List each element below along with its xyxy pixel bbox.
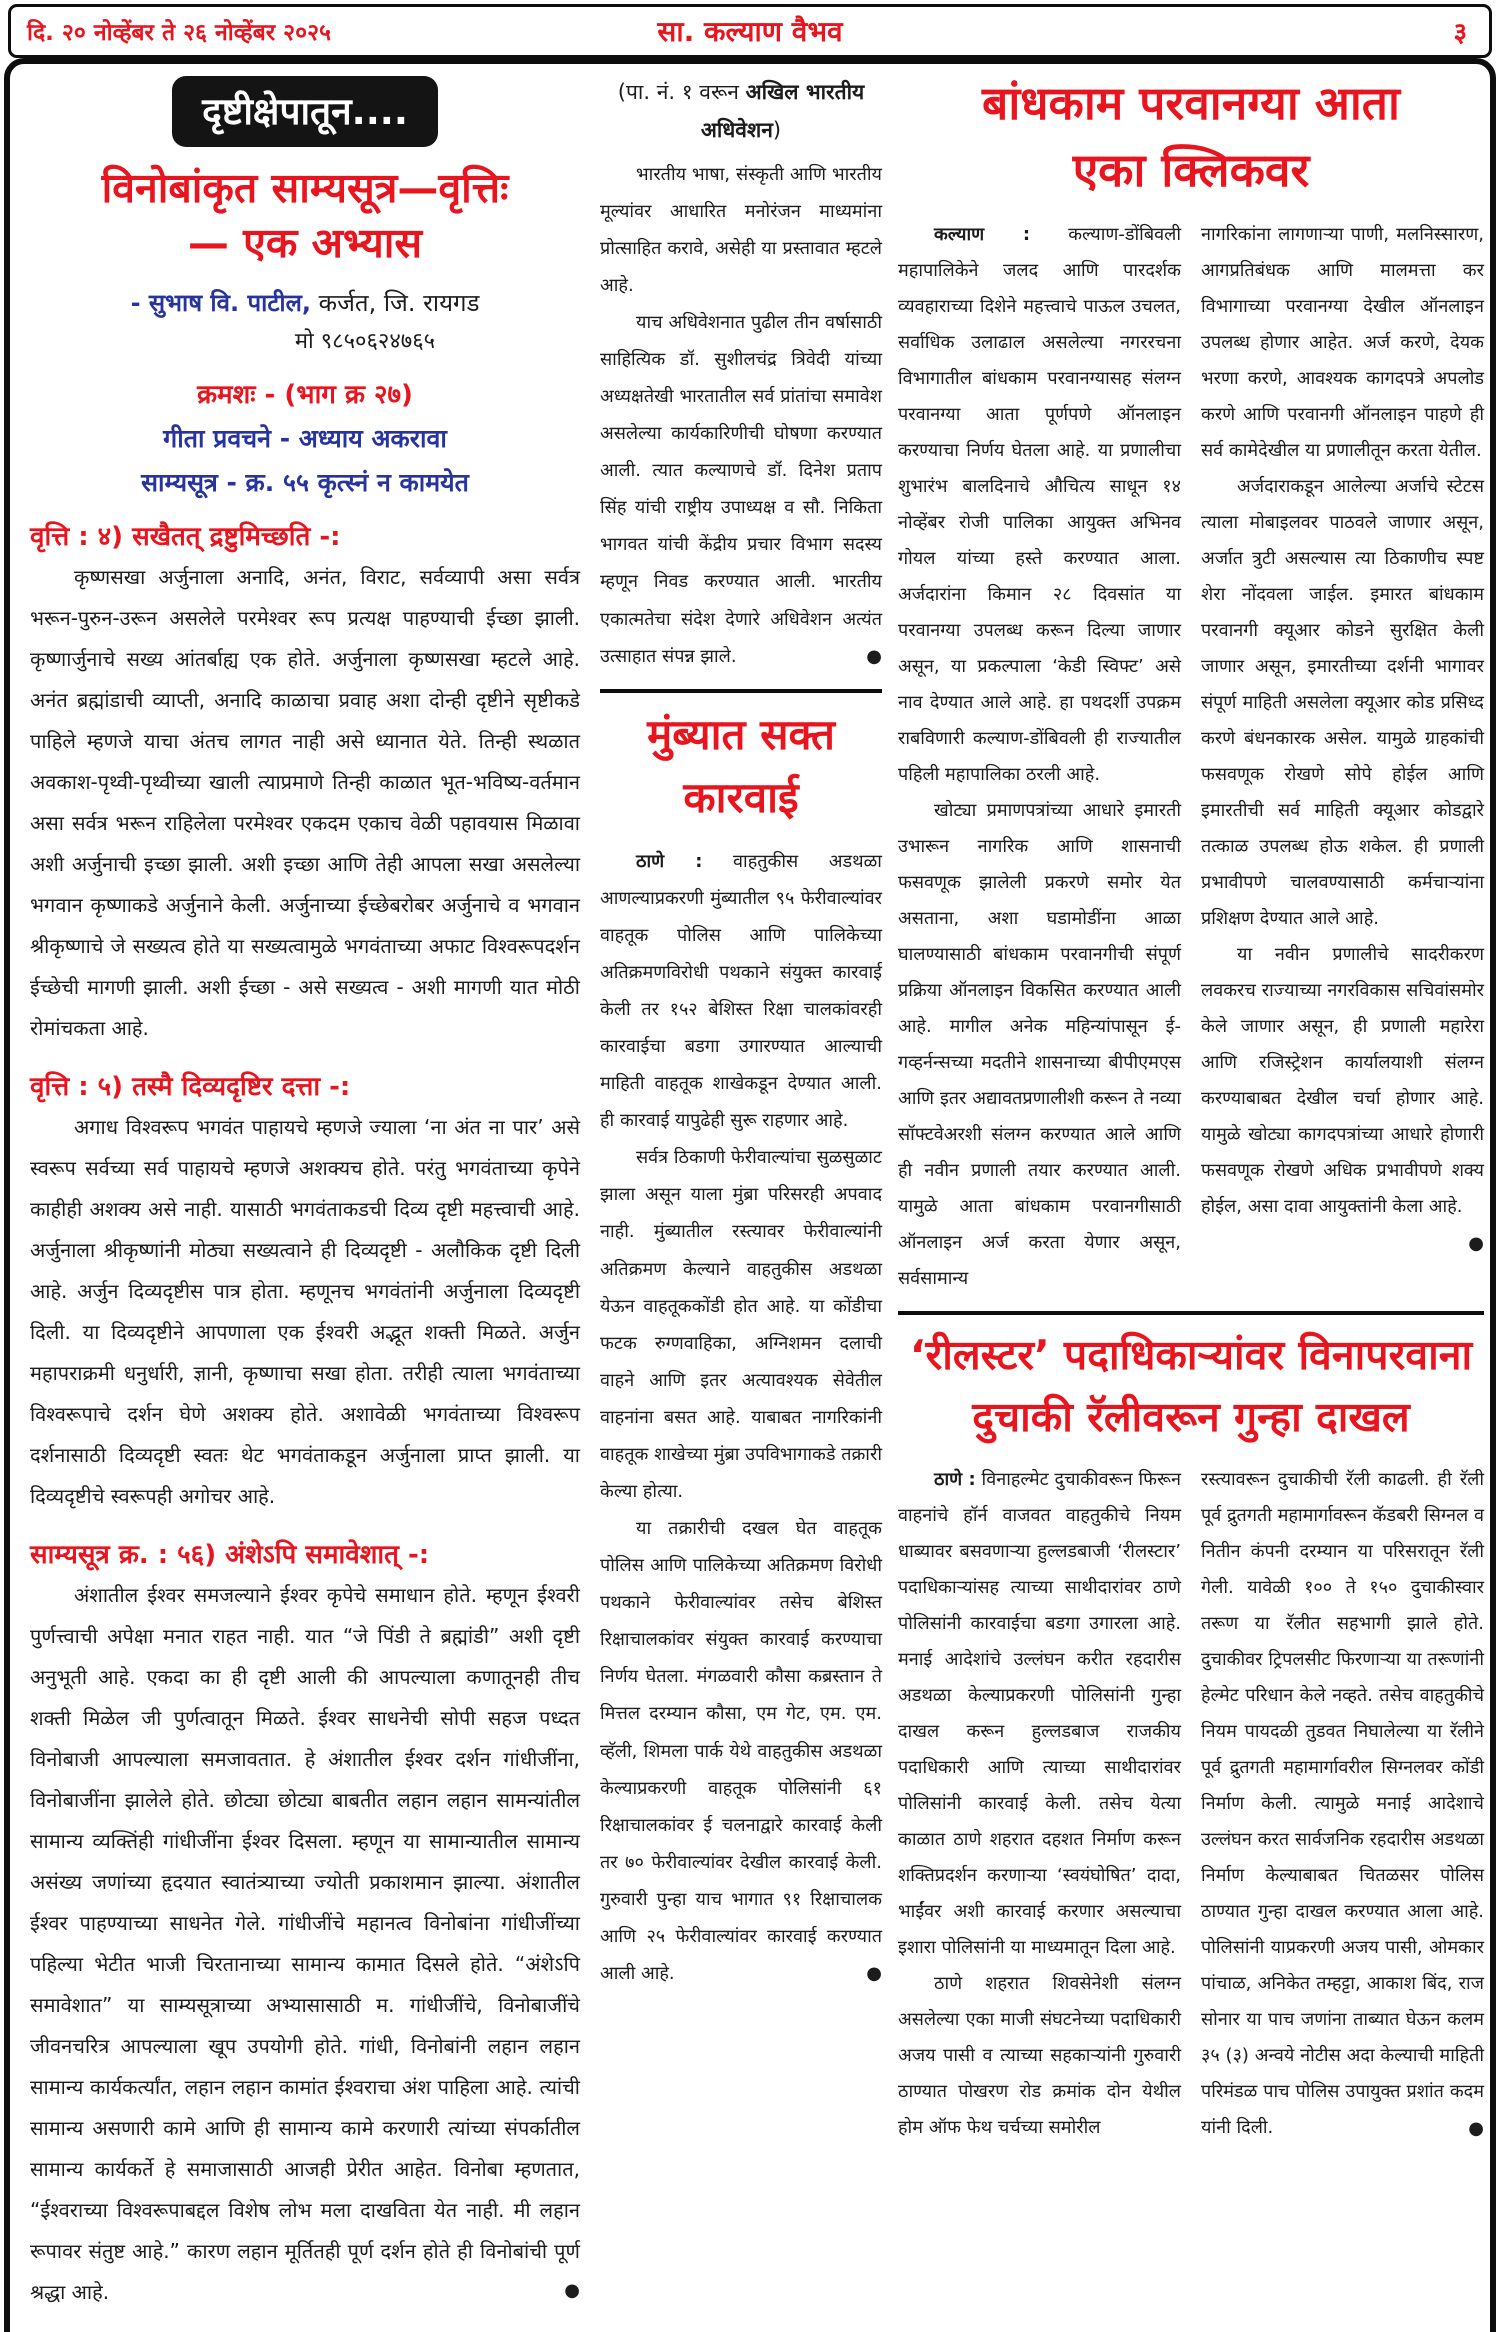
continuation-prefix: (पा. नं. १ वरून (617, 80, 746, 104)
section-divider-rule (600, 689, 882, 693)
continuation-story-title: अखिल भारतीय अधिवेशन (700, 80, 865, 142)
permits-paragraph-a2: खोट्या प्रमाणपत्रांच्या आधारे इमारती उभारून नागरिक आणि शासनाची फसवणूक झालेली प्रकरणे समोर येत असताना, अशा घडामोडींना आळा घालण्यासाठी बांधकाम परवानगीची संपूर्ण प्रक्रिया ऑनलाइन विकसित करण्यात आली आहे. मागील अनेक महिन्यांपासून ई-गव्हर्नन्सच्या मदतीने शासनाच्या बीपीएमएस आणि इतर अद्यावतप्रणालीशी करून ते नव्या सॉफ्टवेअरशी संलग्न करण्यात आले आणि ही नवीन प्रणाली तयार करण्यात आली. यामुळे आता बांधकाम परवानगीसाठी ऑनलाइन अर्ज करता येणार असून, सर्वसामान्य (898, 800, 1181, 1290)
feature-section-heading-3: साम्यसूत्र क्र. : ५६) अंशेऽपि समावेशात् -: (30, 1539, 430, 1570)
continuation-paragraph-1: भारतीय भाषा, संस्कृती आणि भारतीय मूल्यांवर आधारित मनोरंजन माध्यमांना प्रोत्साहित करावे, असेही या प्रस्तावात म्हटले आहे. (600, 163, 882, 296)
feature-title-line2: — एक अभ्यास (187, 219, 423, 268)
permits-paragraph-a1-text: कल्याण-डोंबिवली महापालिकेने जलद आणि पारदर्शक व्यवहाराच्या दिशेने महत्त्वाचे पाऊल उचलत, सर्वाधिक उलाढाल असलेल्या नगररचना विभागातील बांधकाम परवानग्यासह संलग्न परवानग्या आता पूर्णपणे ऑनलाइन करण्याचा निर्णय घेतला आहे. या प्रणालीचा शुभारंभ बालदिनाचे औचित्य साधून १४ नोव्हेंबर रोजी पालिका आयुक्त अभिनव गोयल यांच्या हस्ते करण्यात आला. अर्जदारांना किमान २८ दिवसांत या परवानग्या उपलब्ध करून दिल्या जाणार असून, या प्रकल्पाला ‘केडी स्विफ्ट’ असे नाव देण्यात आले आहे. हा पथदर्शी उपक्रम राबविणारी कल्याण-डोंबिवली ही राज्यातील पहिली महापालिका ठरली आहे. (898, 224, 1181, 786)
feature-paragraph-2: अगाध विश्वरूप भगवंत पाहायचे म्हणजे ज्याला ‘ना अंत ना पार’ असे स्वरूप सर्वच्या सर्व पाहायचे म्हणजे अशक्यच होते. परंतु भगवंताच्या कृपेने काहीही अशक्य असे नाही. यासाठी भगवंताकडची दिव्य दृष्टी महत्त्वाची आहे. अर्जुनाला श्रीकृष्णांनी मोठ्या सख्यत्वाने ही दिव्यदृष्टी - अलौकिक दृष्टी दिली आहे. अर्जुन दिव्यदृष्टीस पात्र होता. म्हणूनच भगवंतांनी अर्जुनाला दिव्यदृष्टी दिली. या दिव्यदृष्टीने आपणाला एक ईश्वरी अद्भूत शक्ती मिळते. अर्जुन महापराक्रमी धनुर्धारी, ज्ञानी, कृष्णाचा सखा होता. तरीही त्याला भगवंताच्या विश्वरूपाचे दर्शन घेणे अशक्य होते. अशावेळी भगवंताच्या विश्वरूप दर्शनासाठी दिव्यदृष्टी स्वतः थेट भगवंताकडून अर्जुनाला प्राप्त झाली. या दिव्यदृष्टीचे स्वरूपही अगोचर आहे. (30, 1114, 580, 1508)
right-section (898, 70, 1484, 2147)
rally-paragraph-b1 (1201, 1462, 1484, 2146)
feature-author: - सुभाष वि. पाटील, (130, 288, 312, 317)
permits-subcolumn-left (898, 217, 1181, 1297)
mumbra-end-mark: ● (866, 1963, 882, 1985)
rally-end-mark: ● (1468, 2118, 1484, 2140)
feature-title-line1: विनोबांकृत साम्यसूत्र—वृत्तिः (101, 164, 509, 212)
continuation-paragraph-2-text: याच अधिवेशनात पुढील तीन वर्षासाठी साहित्यिक डॉ. सुशीलचंद्र त्रिवेदी यांच्या अध्यक्षतेखी भारतातील सर्व प्रांतांचा समावेश असलेल्या कार्यकारिणीची घोषणा करण्यात आली. त्यात कल्याणचे डॉ. दिनेश प्रताप सिंह यांची राष्ट्रीय उपाध्यक्ष व सौ. निकिता भागवत यांची केंद्रीय प्रचार विभाग सदस्य म्हणून निवड करण्यात आली. भारतीय एकात्मतेचा संदेश देणारे अधिवेशन अत्यंत उत्साहात संपन्न झाले. (600, 311, 882, 667)
continuation-end-mark: ● (866, 645, 882, 667)
rally-article-body (898, 1462, 1484, 2147)
rally-subcolumn-left (898, 1462, 1181, 2147)
continuation-suffix: ) (772, 117, 782, 142)
permits-end-mark: ● (1468, 1233, 1484, 1255)
continuation-note (600, 74, 882, 150)
permits-paragraph-b3-text: या नवीन प्रणालीचे सादरीकरण लवकरच राज्याच्या नगरविकास सचिवांसमोर केले जाणार असून, ही प्रणाली महारेरा आणि रजिस्ट्रेशन कार्यालयाशी संलग्न करण्याबाबत देखील चर्चा होणार आहे. यामुळे खोट्या कागदपत्रांच्या आधारे होणारी फसवणूक रोखणे अधिक प्रभावीपणे शक्य होईल, असा दावा आयुक्तांनी केला आहे. (1201, 944, 1484, 1218)
feature-paragraph-3 (30, 1575, 580, 2313)
permits-dateline: कल्याण : (934, 224, 1031, 246)
mumbra-paragraph-3-text: या तक्रारीची दखल घेत वाहतूक पोलिस आणि पालिकेच्या अतिक्रमण विरोधी पथकाने फेरीवाल्यांवर तसेच बेशिस्त रिक्षाचालकांवर संयुक्त कारवाई करण्याचा निर्णय घेतला. मंगळवारी कौसा कब्रस्तान ते मित्तल दरम्यान कौसा, एम गेट, एम. एम. व्हॅली, शिमला पार्क येथे वाहतुकीस अडथळा केल्याप्रकरणी वाहतूक पोलिसांनी ६१ रिक्षाचालकांवर ई चलनाद्वारे कारवाई केली तर ७० फेरीवाल्यांवर देखील कारवाई केली. गुरुवारी पुन्हा याच भागात ९१ रिक्षाचालक आणि २५ फेरीवाल्यांवर कारवाई करण्यात आली आहे. (600, 1518, 882, 1985)
page-header (8, 4, 1492, 58)
mumbra-paragraph-2: सर्वत्र ठिकाणी फेरीवाल्यांचा सुळसुळाट झाला असून याला मुंब्रा परिसरही अपवाद नाही. मुंब्यातील रस्त्यावर फेरीवाल्यांनी अतिक्रमण केल्याने वाहतुकीस अडथळा येऊन वाहतूककोंडी होत आहे. या कोंडीचा फटक रुग्णवाहिका, अग्निशमन दलाची वाहने आणि इतर अत्यावश्यक सेवेतील वाहनांना बसत आहे. याबाबत नागरिकांनी वाहतूक शाखेच्या मुंब्रा उपविभागाकडे तक्रारी केल्या होत्या. (600, 1147, 882, 1503)
feature-kicker-box: दृष्टीक्षेपातून.... (172, 76, 438, 147)
rally-paragraph-a1-text: विनाहल्मेट दुचाकीवरून फिरून वाहनांचे हॉर्न वाजवत वाहतुकीचे नियम धाब्यावर बसवणाऱ्या हुल्लडबाजी ‘रीलस्टार’ पदाधिकाऱ्यांसह त्याच्या साथीदारांवर ठाणे पोलिसांनी कारवाईचा बडगा उगारला आहे. मनाई आदेशांचे उल्लंघन करीत रहदारीस अडथळा केल्याप्रकरणी पोलिसांनी गुन्हा दाखल करून हुल्लडबाज राजकीय पदाधिकारी आणि त्याच्या साथीदारांवर पोलिसांनी कारवाई केली. तसेच येत्या काळात ठाणे शहरात दहशत निर्माण करून शक्तिप्रदर्शन करणाऱ्या ‘स्वयंघोषित’ दादा, भाईंवर अशी कारवाई करणार असल्याचा इशारा पोलिसांनी या माध्यमातून दिला आहे. (898, 1469, 1181, 1959)
rally-paragraph-a2: ठाणे शहरात शिवसेनेशी संलग्न असलेल्या एका माजी संघटनेच्या पदाधिकारी अजय पासी व त्याच्या सहकाऱ्यांनी गुरुवारी ठाण्यात पोखरण रोड क्रमांक दोन येथील होम ऑफ फेथ चर्चच्या समोरील (898, 1973, 1181, 2139)
rally-headline-line1: ‘रीलस्टर’ पदाधिकाऱ्यांवर विनापरवाना (909, 1331, 1473, 1380)
rally-subcolumn-right (1201, 1462, 1484, 2147)
right-section-divider-rule (898, 1311, 1484, 1315)
feature-paragraph-3-text: अंशातील ईश्वर समजल्याने ईश्वर कृपेचे समाधान होते. म्हणून ईश्वरी पुर्णत्त्वाची अपेक्षा मनात राहत नाही. यात “जे पिंडी ते ब्रह्मांडी” अशी दृष्टी अनुभूती आहे. एकदा का ही दृष्टी आली की आपल्याला कणातूनही तीच शक्ती मिळेल जी पुर्णत्वातून मिळते. ईश्वर साधनेची सोपी सहज पध्दत विनोबाजी आपल्याला समजावतात. हे अंशातील ईश्वर दर्शन गांधीजींना, विनोबाजींना झालेले होते. छोट्या छोट्या बाबतीत लहान लहान सामन्यांतील सामान्य व्यक्तिंही गांधीजींना ईश्वर दिसला. म्हणून या सामान्यातील सामान्य असंख्य जणांच्या हृदयात स्वातंत्र्याच्या ज्योती प्रकाशमान झाल्या. अंशातील ईश्वर पाहण्याच्या साधनेत गेले. गांधीजींचे महानत्व विनोबांना गांधीजींच्या पहिल्या भेटीत भाजी चिरतानाच्या सामान्य कामात दिसले होते. “अंशेऽपि समावेशात” या साम्यसूत्राच्या अभ्यासासाठी म. गांधीजींचे, विनोबाजींचे जीवनचरित्र आपल्याला खूप उपयोगी होते. गांधी, विनोबांनी लहान लहान सामान्य कार्यकर्त्यांत, लहान लहान कामांत ईश्वराचा अंश पाहिला आहे. त्यांची सामान्य असणारी कामे आणि ही सामान्य कामे करणारी त्यांच्या संपर्कातील सामान्य कार्यकर्ते हे समाजासाठी आजही प्रेरीत आहेत. विनोबा म्हणतात, “ईश्वराच्या विश्वरूपाबद्दल विशेष लोभ मला दाखविता येत नाही. मी लहान रूपावर संतुष्ट आहे.” कारण लहान मूर्तितही पूर्ण दर्शन होते ही विनोबांची पूर्ण श्रद्धा आहे. (30, 1582, 580, 2304)
permits-paragraph-b2: अर्जदाराकडून आलेल्या अर्जाचे स्टेटस त्याला मोबाइलवर पाठवले जाणार असून, अर्जात त्रुटी असल्यास त्या ठिकाणीच स्पष्ट शेरा नोंदवला जाईल. इमारत बांधकाम परवानगी क्यूआर कोडने सुरक्षित केली जाणार असून, इमारतीच्या दर्शनी भागावर संपूर्ण माहिती असलेला क्यूआर कोड प्रसिध्द करणे बंधनकारक असेल. यामुळे ग्राहकांची फसवणूक रोखणे सोपे होईल आणि इमारतीची सर्व माहिती क्यूआर कोडद्वारे तत्काळ उपलब्ध होऊ शकेल. ही प्रणाली प्रभावीपणे चालवण्यासाठी कर्मचाऱ्यांना प्रशिक्षण देण्यात आले आहे. (1201, 476, 1484, 930)
mumbra-paragraph-3 (600, 1510, 882, 1992)
permits-paragraph-b3 (1201, 937, 1484, 1255)
feature-byline (30, 286, 580, 319)
feature-author-place: कर्जत, जि. रायगड (311, 288, 480, 317)
feature-article-column (30, 74, 580, 2313)
permits-paragraph-b1: नागरिकांना लागणाऱ्या पाणी, मलनिस्सारण, आगप्रतिबंधक आणि मालमत्ता कर विभागाच्या परवानग्या देखील ऑनलाइन उपलब्ध होणार आहेत. अर्ज करणे, देयक भरणा करणे, आवश्यक कागदपत्रे अपलोड करणे आणि परवानगी ऑनलाइन पाहणे ही सर्व कामेदेखील या प्रणालीतून करता येतील. (1201, 224, 1484, 462)
feature-paragraph-1: कृष्णसखा अर्जुनाला अनादि, अनंत, विराट, सर्वव्यापी असा सर्वत्र भरून-पुरुन-उरून असलेले परमेश्वर रूप प्रत्यक्ष पाहण्याची ईच्छा झाली. कृष्णार्जुनाचे सख्य आंतर्बाह्य एक होते. अर्जुनाला कृष्णसखा म्हटले आहे. अनंत ब्रह्मांडाची व्याप्ती, अनादि काळाचा प्रवाह अशा दोन्ही दृष्टीने सृष्टीकडे पाहिले म्हणजे याचा अंतच लागत नाही असे ध्यानात येते. तिन्ही स्थळात अवकाश-पृथ्वी-पृथ्वीच्या खाली त्याप्रमाणे तिन्ही काळात भूत-भविष्य-वर्तमान असा सर्वत्र भरून राहिलेला परमेश्वर एकदम एकाच वेळी पहावयास मिळावा अशी अर्जुनाची इच्छा झाली. अशी इच्छा आणि तेही आपला सखा असलेल्या भगवान कृष्णाकडे अर्जुनाने केली. अर्जुनाच्या ईच्छेबरोबर अर्जुनाचे व भगवान श्रीकृष्णाचे जे सख्यत्व होते या सख्यत्वामुळे भगवंताच्या अफाट विश्वरूपदर्शन ईच्छेची मागणी झाली. अशी ईच्छा - असे सख्यत्व - अशी मागणी यात मोठी रोमांचकता आहे. (30, 564, 580, 1040)
permits-article-body (898, 217, 1484, 1297)
middle-column (600, 74, 882, 1992)
permits-subcolumn-right (1201, 217, 1484, 1297)
feature-subtitle-2: साम्यसूत्र - क्र. ५५ कृत्स्नं न कामयेत (141, 467, 469, 497)
feature-section-heading-2: वृत्ति : ५) तस्मै दिव्यदृष्टिर दत्ता -: (30, 1071, 351, 1102)
feature-subtitle-1: गीता प्रवचने - अध्याय अकरावा (163, 423, 447, 453)
rally-paragraph-a1 (898, 1462, 1181, 1966)
masthead-title: सा. कल्याण वैभव (657, 15, 843, 48)
rally-headline (898, 1325, 1484, 1448)
continuation-paragraph-2 (600, 304, 882, 675)
feature-end-mark: ● (564, 2279, 580, 2301)
permits-headline (898, 70, 1484, 203)
permits-paragraph-a1 (898, 217, 1181, 793)
mumbra-paragraph-1-text: वाहतुकीस अडथळा आणल्याप्रकरणी मुंब्यातील ९५ फेरीवाल्यांवर वाहतूक पोलिस आणि पालिकेच्या अतिक्रमणविरोधी पथकाने संयुक्त कारवाई केली तर १५२ बेशिस्त रिक्षा चालकांवरही कारवाईचा बडगा उगारण्यात आल्याची माहिती वाहतूक शाखेकडून देण्यात आली. ही कारवाई यापुढेही सुरू राहणार आहे. (600, 850, 882, 1132)
rally-paragraph-b1-text: रस्त्यावरून दुचाकीची रॅली काढली. ही रॅली पूर्व द्रुतगती महामार्गावरून कॅडबरी सिग्नल व नितीन कंपनी दरम्यान या परिसरातून रॅली गेली. यावेळी १०० ते १५० दुचाकीस्वार तरूण या रॅलीत सहभागी झाले होते. दुचाकीवर ट्रिपलसीट फिरणाऱ्या या तरूणांनी हेल्मेट परिधान केले नव्हते. तसेच वाहतुकीचे नियम पायदळी तुडवत निघालेल्या या रॅलीने पूर्व द्रुतगती महामार्गावरील सिग्नलवर कोंडी निर्माण केली. त्यामुळे मनाई आदेशाचे उल्लंघन करत सार्वजनिक रहदारीस अडथळा निर्माण केल्याबाबत चितळसर पोलिस ठाण्यात गुन्हा दाखल करण्यात आला आहे. पोलिसांनी याप्रकरणी अजय पासी, ओमकार पांचाळ, अनिकेत तम्हट्टा, आकाश बिंद, राज सोनार या पाच जणांना ताब्यात घेऊन कलम ३५ (३) अन्वये नोटीस अदा केल्याची माहिती परिमंडळ पाच पोलिस उपायुक्त प्रशांत कदम यांनी दिली. (1201, 1469, 1484, 2139)
feature-phone: मो ९८५०६२४७६५ (294, 328, 436, 354)
mumbra-paragraph-1 (600, 843, 882, 1140)
mumbra-headline: मुंब्यात सक्त कारवाई (647, 709, 835, 822)
mumbra-dateline: ठाणे : (636, 850, 703, 872)
page-number: ३ (1453, 18, 1467, 48)
feature-series-note: क्रमशः - (भाग क्र २७) (197, 379, 413, 410)
rally-dateline: ठाणे : (934, 1469, 976, 1491)
permits-headline-line2: एका क्लिकवर (1072, 142, 1310, 197)
rally-headline-line2: दुचाकी रॅलीवरून गुन्हा दाखल (972, 1392, 1410, 1441)
header-date-range: दि. २० नोव्हेंबर ते २६ नोव्हेंबर २०२५ (27, 20, 331, 46)
feature-section-heading-1: वृत्ति : ४) सखैतत् द्रष्टुमिच्छति -: (30, 521, 341, 552)
permits-headline-line1: बांधकाम परवानग्या आता (982, 76, 1400, 130)
